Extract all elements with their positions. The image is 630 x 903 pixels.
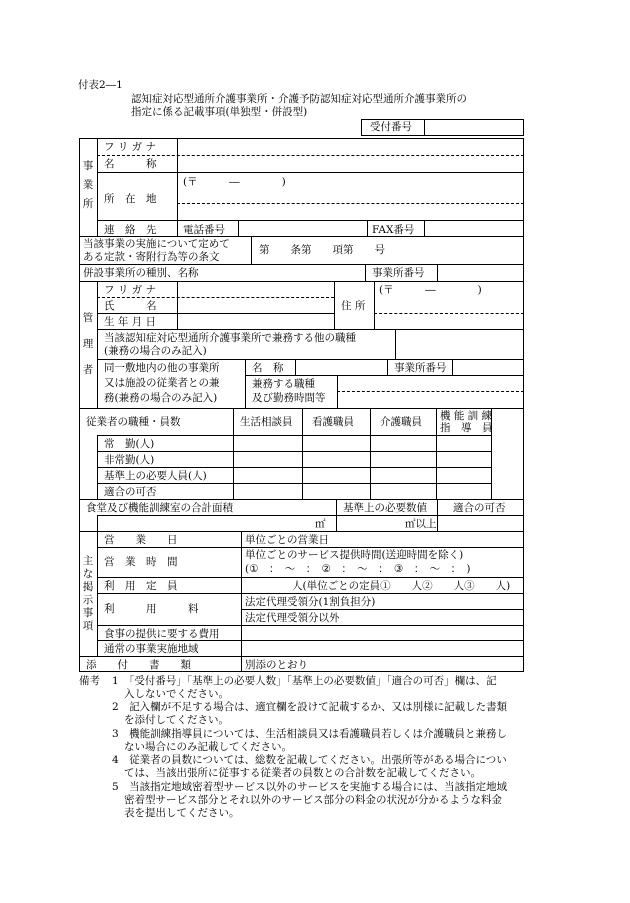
notes-label: 備考 <box>79 675 100 687</box>
manager-birthdate-field[interactable] <box>178 314 333 328</box>
business-days-label: 営 業 日 <box>104 534 178 546</box>
office-postal: (〒 ― ) <box>183 176 286 188</box>
capacity-label: 利 用 定 員 <box>104 580 178 592</box>
office-furigana-label: フ リ ガ ナ <box>104 141 157 153</box>
manager-postal: (〒 ― ) <box>379 284 482 296</box>
fee-value-line2[interactable]: 法定代理受領分以外 <box>245 612 340 624</box>
area-label: 食堂及び機能訓練室の合計面積 <box>86 502 233 514</box>
business-hours-value-line2[interactable]: (① ： ～ ： ② ： ～ ： ③ ： ～ ： ) <box>245 563 471 575</box>
note-1-line2: 入しないでください。 <box>124 688 229 700</box>
note-5-line3: 表を提出してください。 <box>124 807 240 819</box>
attachment-label: 添 付 書 類 <box>86 659 191 671</box>
fax-label: FAX番号 <box>372 224 415 236</box>
note-2-line2: を添付してください。 <box>124 714 229 726</box>
staff-row-required: 基準上の必要人員(人) <box>104 470 207 482</box>
staff-col-nurse: 看護職員 <box>312 416 354 428</box>
meal-cost-label: 食事の提供に要する費用 <box>104 628 220 640</box>
manager-furigana-field[interactable] <box>178 282 333 296</box>
office-name-label: 名 称 <box>104 158 157 170</box>
office-furigana-field[interactable] <box>178 139 523 154</box>
phone-field[interactable] <box>239 221 366 235</box>
staff-row-fulltime: 常 勤(人) <box>104 438 155 450</box>
staff-col-trainer-line2: 指 導 員 <box>440 422 493 434</box>
service-area-field[interactable] <box>242 641 523 655</box>
office-contact-label: 連 絡 先 <box>104 224 157 236</box>
staff-row-parttime: 非常勤(人) <box>104 454 155 466</box>
note-3-line2: ない場合にのみ記載してください。 <box>124 741 292 753</box>
manager-name-label: 氏 名 <box>104 300 157 312</box>
facility-name-field[interactable] <box>296 360 386 374</box>
fee-label: 利 用 料 <box>104 603 199 615</box>
combined-office-no-field[interactable] <box>438 265 523 280</box>
staff-col-counselor: 生活相談員 <box>240 416 293 428</box>
receipt-number-field[interactable] <box>425 120 523 135</box>
facility-name-label: 名 称 <box>252 362 284 374</box>
note-5-line2: 密着型サービス部分とそれ以外のサービス部分の料金の状況が分かるような料金 <box>124 794 502 806</box>
staff-label: 従業者の職種・員数 <box>86 416 181 428</box>
facility-duty-line3: 務(兼務の場合のみ記入) <box>104 392 218 404</box>
office-address-label: 所 在 地 <box>104 193 157 205</box>
area-fit-label: 適合の可否 <box>453 502 506 514</box>
business-hours-value-line1: 単位ごとのサービス提供時間(送迎時間を除く) <box>245 549 464 561</box>
note-3-line1: 3 機能訓練指導員については、生活相談員又は看護職員若しくは介護職員と兼務し <box>112 728 507 740</box>
fax-field[interactable] <box>425 221 523 235</box>
combined-facility-field[interactable] <box>220 265 364 280</box>
office-address-field[interactable] <box>178 173 523 219</box>
area-unit: ㎡ <box>315 518 326 530</box>
bylaws-label-line2: ある定款・寄附行為等の条文 <box>83 251 220 263</box>
meal-cost-field[interactable] <box>242 626 523 639</box>
duty-hours-label-line1: 兼務する職種 <box>252 378 315 390</box>
manager-other-duty-line1: 当該認知症対応型通所介護事業所で兼務する他の職種 <box>104 332 356 344</box>
form-title-line2: 指定に係る記載事項(単独型・併設型) <box>131 106 308 118</box>
manager-section-label: 管理者 <box>82 312 94 376</box>
note-2-line1: 2 記入欄が不足する場合は、適宜欄を設けて記載するか、又は別様に記載した書類 <box>112 701 508 713</box>
form-code: 付表2―1 <box>78 79 123 91</box>
receipt-number-label: 受付番号 <box>370 121 412 133</box>
business-hours-label: 営 業 時 間 <box>104 556 178 568</box>
duty-hours-field[interactable] <box>338 376 523 407</box>
office-name-field[interactable] <box>178 156 523 171</box>
duty-hours-label-line2: 及び勤務時間等 <box>252 392 326 404</box>
bylaws-label-line1: 当該事業の実施について定めて <box>83 238 230 250</box>
service-area-label: 通常の事業実施地域 <box>104 643 199 655</box>
manager-other-duty-field[interactable] <box>396 330 523 358</box>
manager-address-label: 住 所 <box>341 300 366 312</box>
attachment-value: 別添のとおり <box>245 659 308 671</box>
form-title-line1: 認知症対応型通所介護事業所・介護予防認知症対応型通所介護事業所の <box>131 93 467 105</box>
phone-label: 電話番号 <box>183 224 225 236</box>
office-section-label: 事業所 <box>82 160 94 210</box>
facility-duty-line1: 同一敷地内の他の事業所 <box>104 362 220 374</box>
note-5-line1: 5 当該指定地域密着型サービス以外のサービスを実施する場合には、当該指定地域 <box>112 781 508 793</box>
note-4-line1: 4 従業者の員数については、総数を記載してください。出張所等がある場合につい <box>112 754 507 766</box>
combined-facility-label: 併設事業所の種別、名称 <box>83 267 199 279</box>
manager-other-duty-line2: (兼務の場合のみ記入) <box>104 345 207 357</box>
manager-address-field[interactable] <box>375 282 523 328</box>
bylaws-article: 第 条第 項第 号 <box>259 244 385 256</box>
items-section-label: 主な掲示事項 <box>82 555 94 632</box>
capacity-value[interactable]: 人(単位ごとの定員① 人② 人③ 人) <box>292 580 511 592</box>
area-field[interactable] <box>98 516 310 530</box>
business-days-value[interactable]: 単位ごとの営業日 <box>245 534 329 546</box>
staff-grid-fields[interactable] <box>234 436 490 498</box>
facility-duty-line2: 又は施設の従業者との兼 <box>104 377 220 389</box>
combined-office-no-label: 事業所番号 <box>372 267 425 279</box>
note-1-line1: 1 「受付番号」「基準上の必要人数」「基準上の必要数値」「適合の可否」欄は、記 <box>112 675 497 687</box>
facility-office-no-label: 事業所番号 <box>394 362 447 374</box>
staff-col-caregiver: 介護職員 <box>380 416 422 428</box>
manager-birthdate-label: 生 年 月 日 <box>104 316 157 328</box>
manager-furigana-label: フ リ ガ ナ <box>104 284 157 296</box>
facility-office-no-field[interactable] <box>453 360 523 374</box>
staff-row-fit: 適合の可否 <box>104 486 157 498</box>
fee-value-line1[interactable]: 法定代理受領分(1割負担分) <box>245 596 376 608</box>
area-required-label: 基準上の必要数値 <box>343 502 427 514</box>
manager-name-field[interactable] <box>178 298 333 312</box>
note-4-line2: ては、当該出張所に従事する従業者の員数との合計数を記載してください。 <box>124 767 481 779</box>
area-required-unit: ㎡以上 <box>405 518 437 530</box>
staff-col-trainer-line1: 機 能 訓 練 <box>440 410 493 422</box>
